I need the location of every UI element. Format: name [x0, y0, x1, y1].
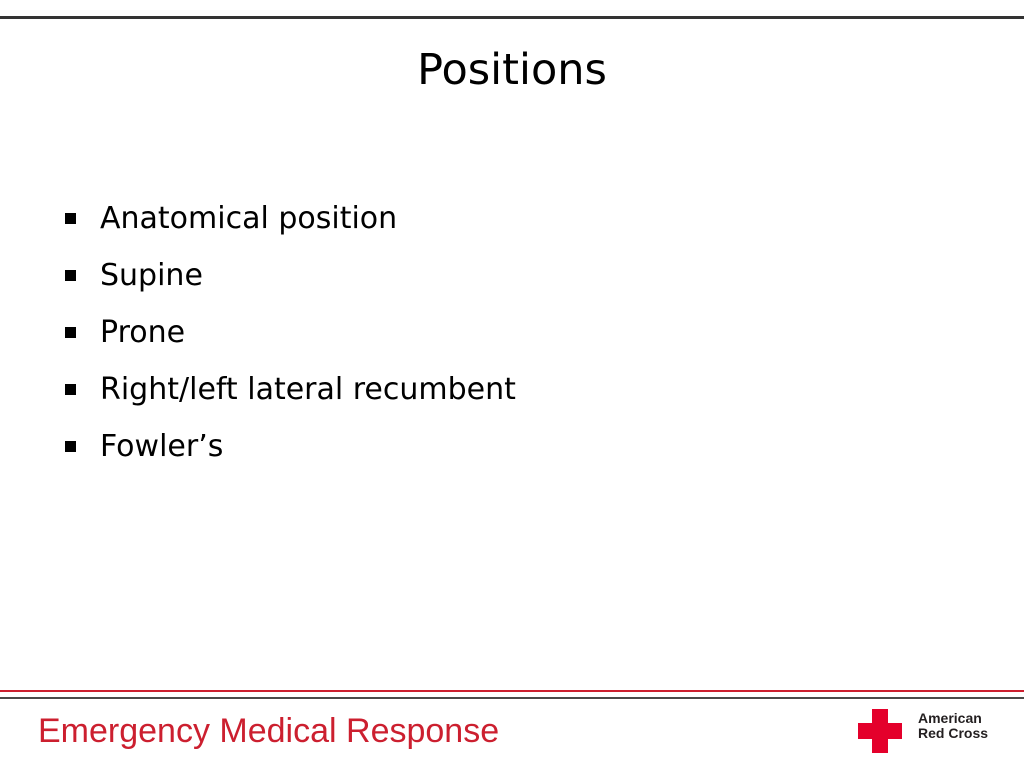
bullet-item [62, 361, 516, 418]
logo-line-2: Red Cross [918, 725, 989, 741]
bullet-item [62, 247, 516, 304]
bullet-item [62, 190, 516, 247]
square-bullet-icon [65, 213, 76, 224]
logo-wordmark [918, 711, 988, 741]
bullet-text: Anatomical position [100, 201, 398, 236]
bullet-list [62, 190, 516, 475]
square-bullet-icon [65, 441, 76, 452]
bullet-text: Prone [100, 315, 186, 350]
square-bullet-icon [65, 384, 76, 395]
bullet-text: Right/left lateral recumbent [100, 372, 516, 407]
bullet-item [62, 418, 516, 475]
course-title: Emergency Medical Response [38, 712, 500, 750]
top-divider [0, 16, 1024, 19]
slide-title: Positions [417, 45, 607, 95]
bullet-text: Supine [100, 258, 203, 293]
footer-divider-gray [0, 697, 1024, 699]
bullet-item [62, 304, 516, 361]
logo-line-1: American [918, 710, 982, 726]
red-cross-icon [858, 709, 902, 753]
square-bullet-icon [65, 327, 76, 338]
footer-divider-red [0, 690, 1024, 692]
bullet-text: Fowler’s [100, 429, 224, 464]
square-bullet-icon [65, 270, 76, 281]
red-cross-logo [856, 707, 1006, 755]
